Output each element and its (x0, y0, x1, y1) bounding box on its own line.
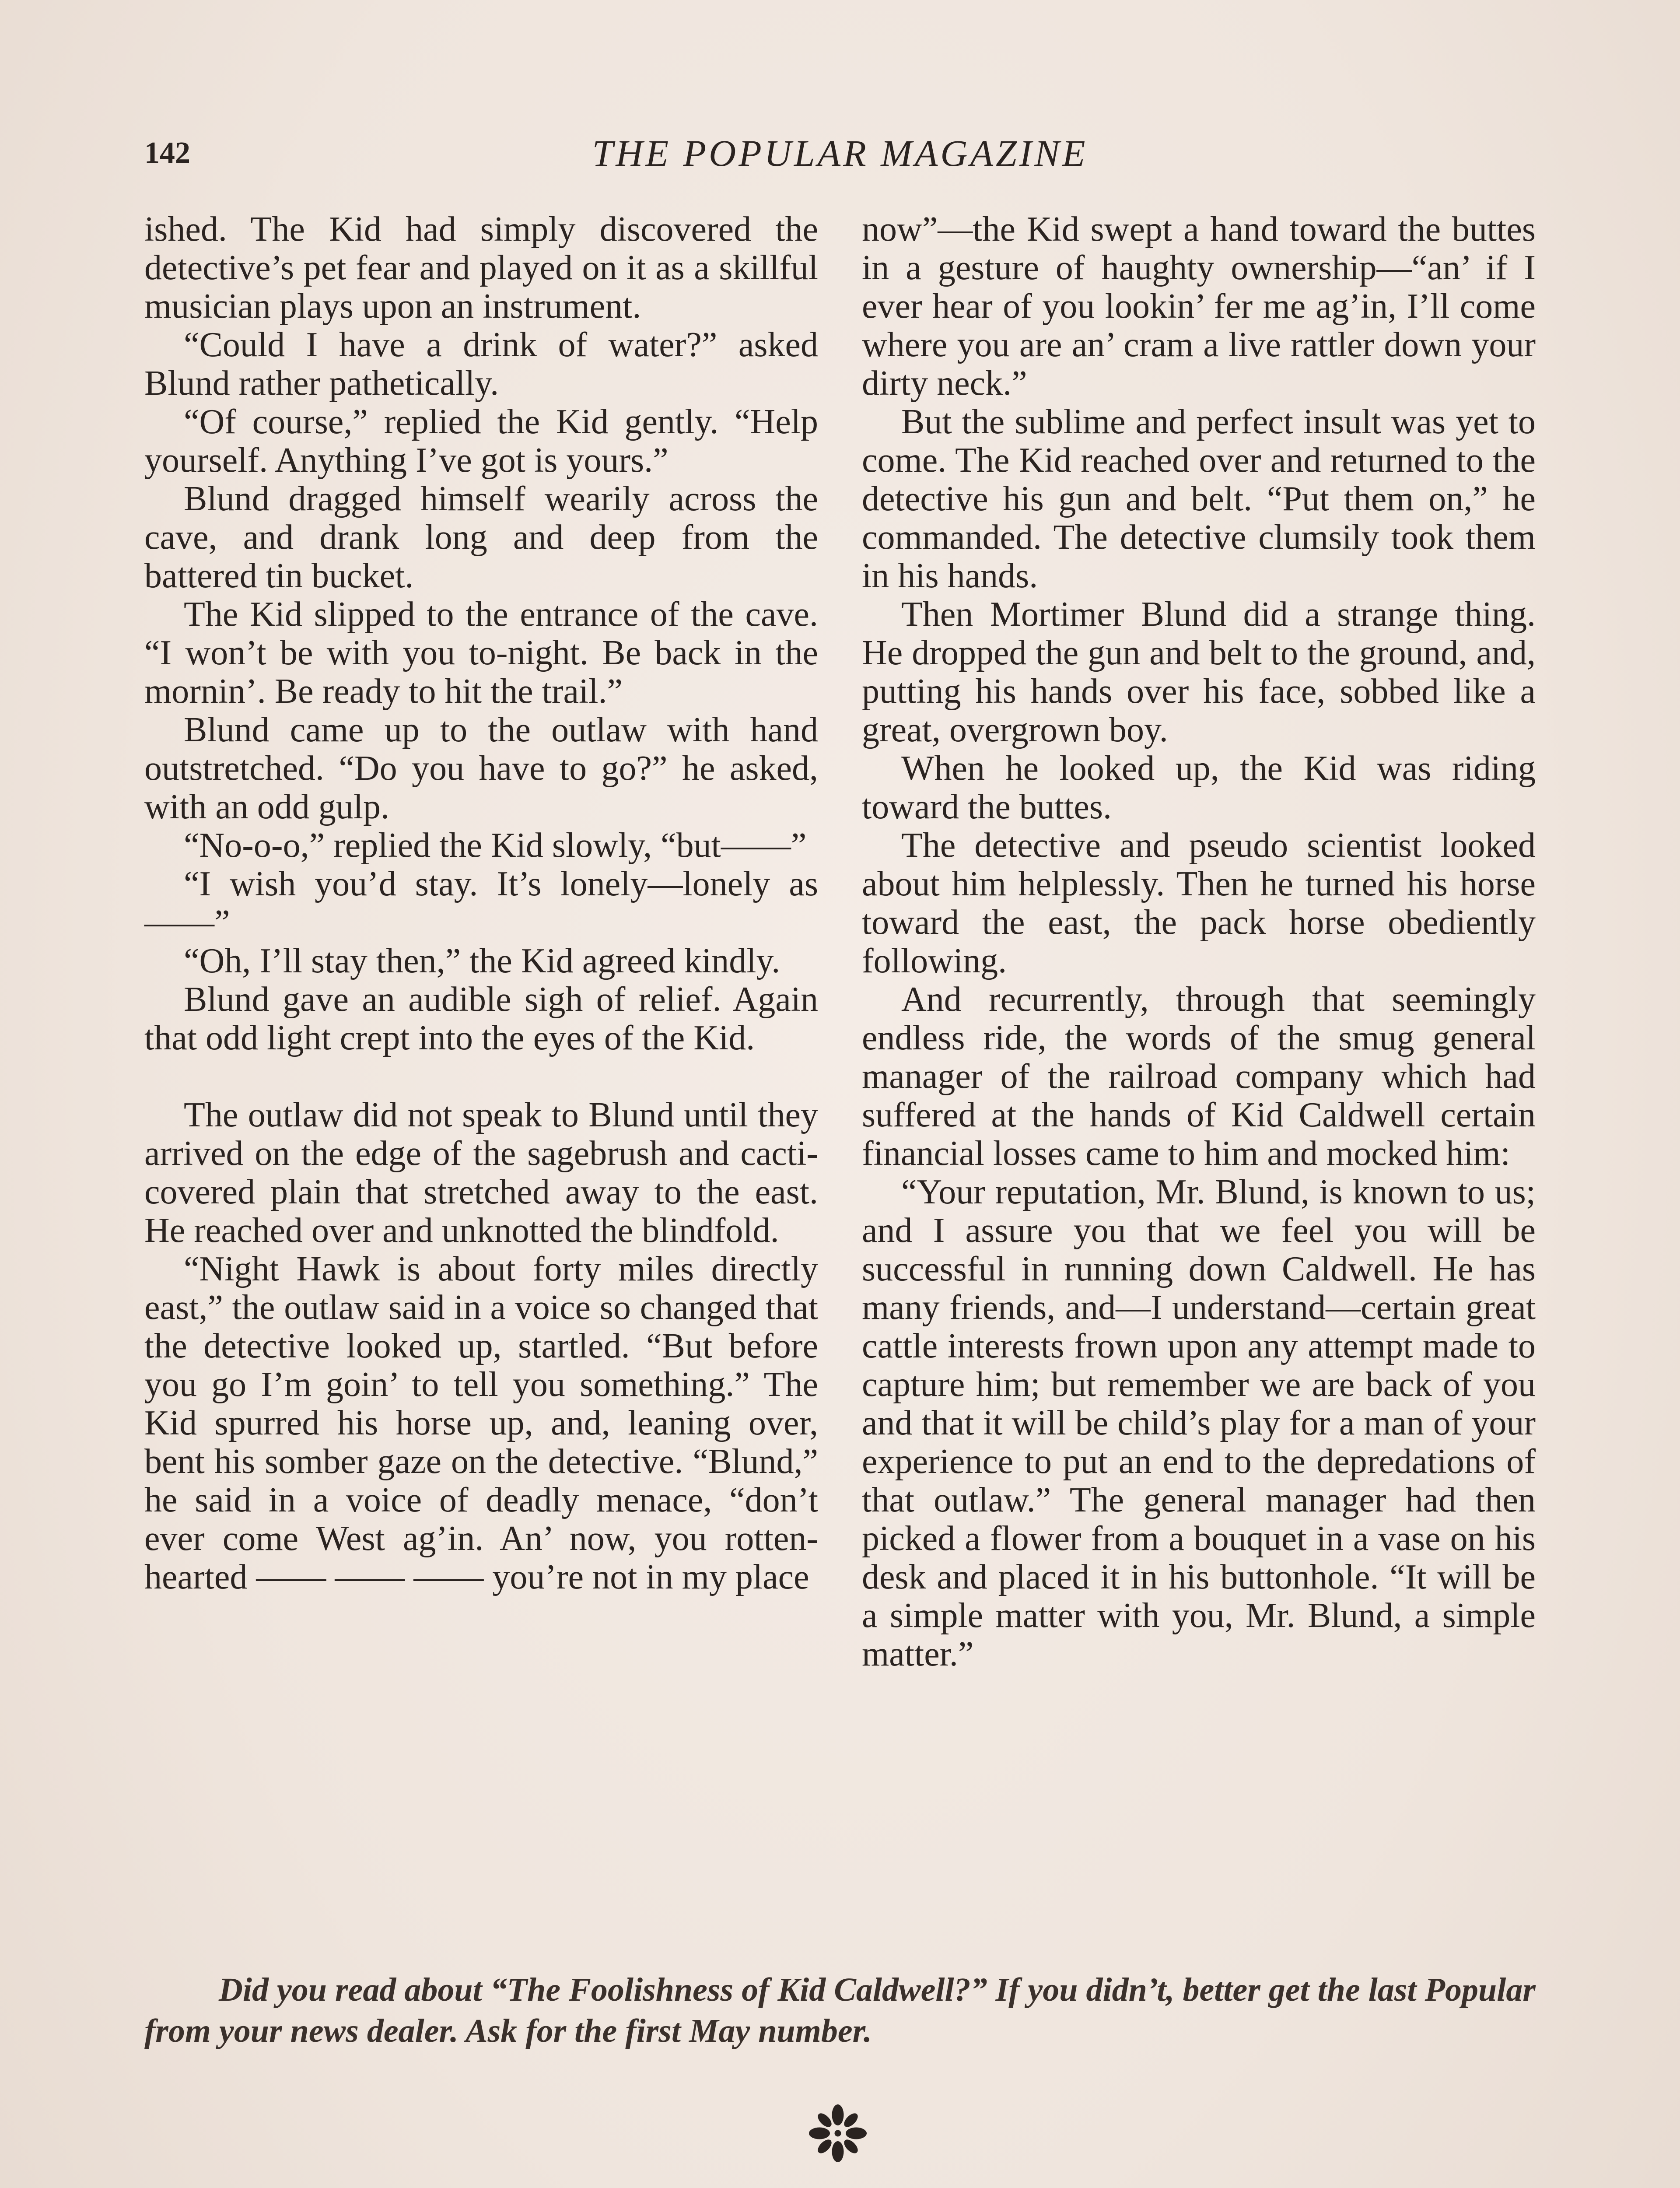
paragraph: The Kid slipped to the entrance of the cave. “I won’t be with you to-night. Be back in the mornin’. Be ready to hit the trail.” (144, 595, 818, 711)
paragraph: The detective and pseudo scientist looked about him helplessly. Then he turned his horse toward the east, the pack horse obediently following. (862, 826, 1536, 980)
paragraph: “No-o-o,” replied the Kid slowly, “but——” (184, 826, 807, 865)
text-columns (144, 210, 1536, 1969)
page-header (144, 127, 1536, 179)
paragraph: Blund dragged himself wearily across the cave, and drank long and deep from the battered tin bucket. (144, 480, 818, 595)
right-column (862, 210, 1536, 1673)
page-number: 142 (144, 136, 190, 170)
running-title: THE POPULAR MAGAZINE (592, 132, 1088, 174)
paragraph: “I wish you’d stay. It’s lonely—lonely as——” (144, 865, 818, 942)
paragraph: ished. The Kid had simply discovered the detective’s pet fear and played on it as a skillful musician plays upon an instrument. (144, 210, 818, 326)
paragraph: But the sublime and perfect insult was yet to come. The Kid reached over and returned to the detective his gun and belt. “Put them on,” he commanded. The detective clumsily took them in his hands. (862, 403, 1536, 595)
paragraph: Then Mortimer Blund did a strange thing. He dropped the gun and belt to the ground, and, putting his hands over his face, sobbed like a great, overgrown boy. (862, 595, 1536, 749)
paragraph: now”—the Kid swept a hand toward the buttes in a gesture of haughty ownership—“an’ if I ever hear of you lookin’ fer me ag’in, I’ll come where you are an’ cram a live rattler down your dirty neck.” (862, 210, 1536, 403)
paragraph: “Could I have a drink of water?” asked Blund rather pathetically. (144, 326, 818, 403)
paragraph: When he looked up, the Kid was riding toward the buttes. (862, 749, 1536, 826)
paragraph: And recurrently, through that seemingly endless ride, the words of the smug general manager of the railroad company which had suffered at the hands of Kid Caldwell certain financial losses came to him and mocked him: (862, 980, 1536, 1173)
editor-note: Did you read about “The Foolishness of Kid Caldwell?” If you didn’t, better get the last Popular from your news dealer. Ask for the first May number. (144, 1971, 1536, 2049)
left-column (144, 210, 818, 1596)
paragraph: “Oh, I’ll stay then,” the Kid agreed kindly. (184, 942, 780, 980)
paragraph: The outlaw did not speak to Blund until they arrived on the edge of the sagebrush and cacti-covered plain that stretched away to the east. He reached over and unknotted the blindfold. (144, 1096, 818, 1250)
paragraph: “Night Hawk is about forty miles directly east,” the outlaw said in a voice so changed that the detective looked up, startled. “But before you go I’m goin’ to tell you something.” The Kid spurred his horse up, and, leaning over, bent his somber gaze on the detective. “Blund,” he said in a voice of deadly menace, “don’t ever come West ag’in. An’ now, you rotten-hearted —— —— —— you’re not in my place (144, 1250, 818, 1596)
paragraph: Blund gave an audible sigh of relief. Again that odd light crept into the eyes of the Kid. (144, 980, 818, 1057)
paragraph: “Of course,” replied the Kid gently. “Help yourself. Anything I’ve got is yours.” (144, 403, 818, 480)
floral-ornament-icon (805, 2100, 871, 2166)
paragraph: “Your reputation, Mr. Blund, is known to us; and I assure you that we feel you will be successful in running down Caldwell. He has many friends, and—I understand—certain great cattle interests frown upon any attempt made to capture him; but remember we are back of you and that it will be child’s play for a man of your experience to put an end to the depredations of that outlaw.” The general manager had then picked a flower from a bouquet in a vase on his desk and placed it in his buttonhole. “It will be a simple matter with you, Mr. Blund, a simple matter.” (862, 1173, 1536, 1673)
paragraph: Blund came up to the outlaw with hand outstretched. “Do you have to go?” he asked, with an odd gulp. (144, 711, 818, 826)
